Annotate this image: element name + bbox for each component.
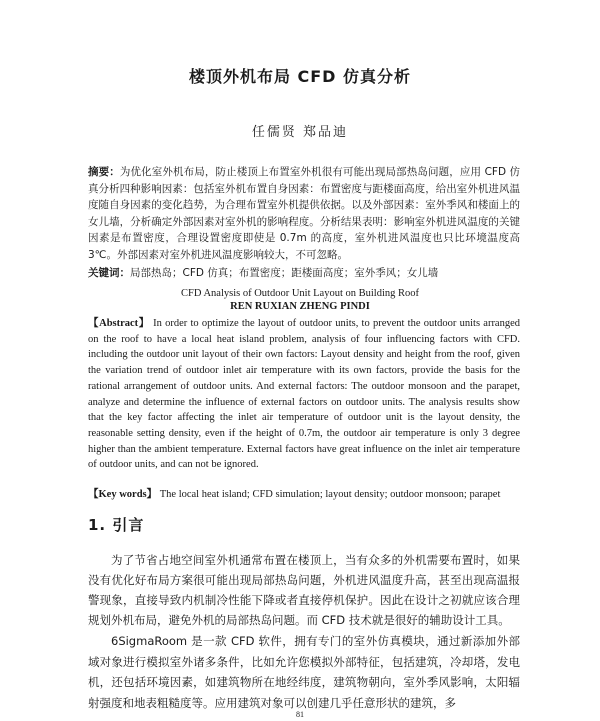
abstract-cn-label: 摘要： (88, 166, 120, 178)
paper-title: 楼顶外机布局 CFD 仿真分析 (188, 67, 412, 86)
abstract-en (88, 316, 520, 473)
keywords-cn-label: 关键词： (88, 267, 130, 279)
paper-authors: 任儒贤 郑品迪 (251, 125, 349, 140)
body-paragraph: 6SigmaRoom 是一款 CFD 软件，拥有专门的室外仿真模块，通过新添加外部域对象进行模拟室外诸多条件，比如允许您模拟外部特征，包括建筑，冷却塔，发电机，还包括环境因素，如建筑物所在地经纬度，建筑物朝向，室外季风影响，太阳辐射强度和地表粗糙度等。应用建筑对象可以创建几乎任意形状的建筑，多 (88, 634, 520, 710)
keywords-en-text: The local heat island; CFD simulation; layout density; outdoor monsoon; parapet (157, 489, 501, 500)
keywords-en (88, 488, 520, 502)
keywords-cn-text: 局部热岛；CFD 仿真；布置密度；距楼面高度；室外季风；女儿墙 (130, 267, 439, 279)
abstract-en-text: In order to optimize the layout of outdoor units, to prevent the outdoor units arranged on the roof to have a local heat island problem, analysis of four influencing factors with CFD. including the outdoor unit layout of their own factors: Layout density and height from the roof, given the variation trend of outdoor inlet air temperature with its own factors, provide the basis for the rational arrangement of outdoor units. And external factors: The outdoor monsoon and the parapet, analyze and determine the influence of external factors on outdoor units. The analysis results show that the key factor affecting the inlet air temperature of outdoor unit is the layout density, the reasonable setting density, even if the height of 0.7m, the outdoor air temperature is only 3 degree higher than the ambient temperature. External factors have great influence on the inlet air temperature of outdoor units, and can not be ignored. (88, 318, 521, 471)
abstract-cn-text: 为优化室外机布局，防止楼顶上布置室外机很有可能出现局部热岛问题，应用 CFD 仿真分析四种影响因素：包括室外机布置自身因素：布置密度与距楼面高度，给出室外机进风温度随自身因素的变化趋势，为合理布置室外机提供依据。以及外部因素：室外季风和楼面上的女儿墙，分析确定外部因素对室外机的影响程度。分析结果表明：影响室外机进风温度的关键因素是布置密度，合理设置密度即使是 0.7m 的高度，室外机进风温度也只比环境温度高 3℃。外部因素对室外机进风温度影响较大，不可忽略。 (88, 166, 520, 261)
page-number: 81 (296, 710, 304, 719)
section-heading-introduction: 1. 引言 (88, 516, 145, 534)
abstract-en-label: 【Abstract】 (88, 318, 150, 329)
abstract-cn (88, 164, 520, 264)
keywords-cn (88, 265, 520, 281)
keywords-en-label: 【Key words】 (88, 489, 158, 500)
paper-title-en: CFD Analysis of Outdoor Unit Layout on Building Roof (180, 288, 419, 299)
paper-authors-en: REN RUXIAN ZHENG PINDI (230, 301, 370, 312)
body-paragraph: 为了节省占地空间室外机通常布置在楼顶上，当有众多的外机需要布置时，如果没有优化好布局方案很可能出现局部热岛问题，外机进风温度升高，甚至出现高温报警现象，直接导致内机制冷性能下降或者直接停机保护。因此在设计之初就应该合理规划外机布局，避免外机的局部热岛问题。而 CFD 技术就是很好的辅助设计工具。 (88, 553, 520, 627)
